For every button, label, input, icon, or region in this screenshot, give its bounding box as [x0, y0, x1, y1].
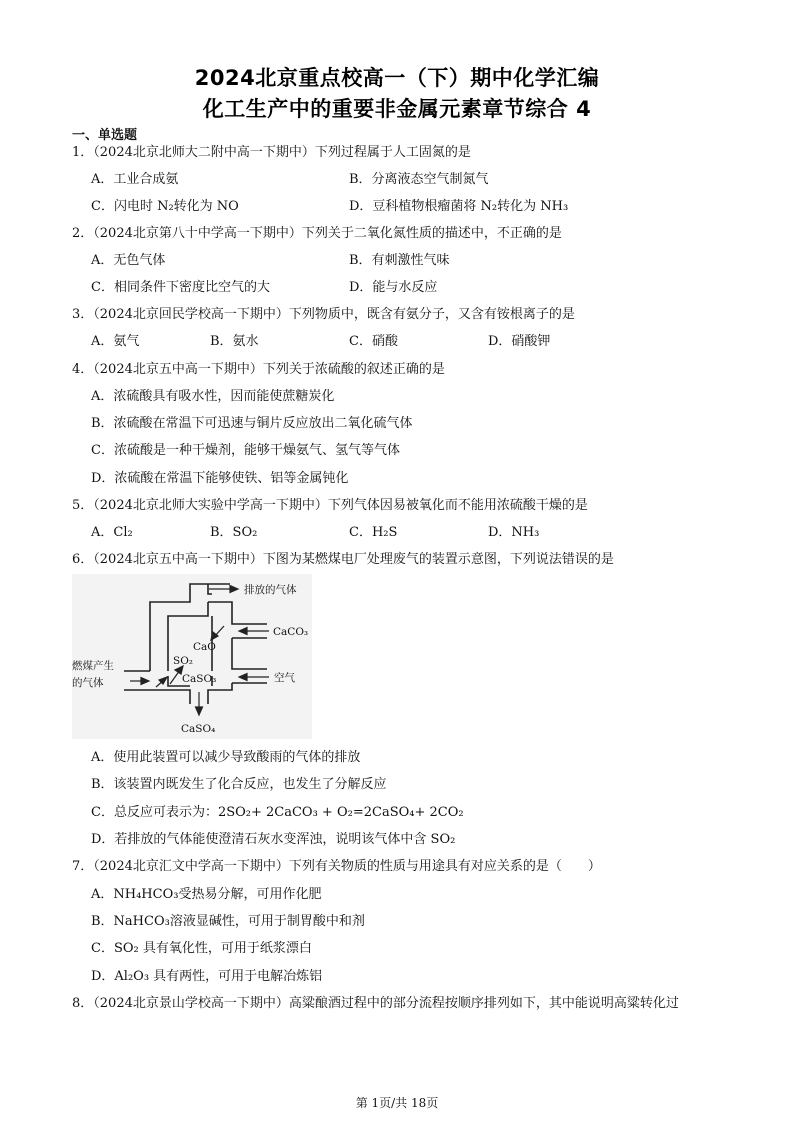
question-2-option-d: D．能与水反应 [349, 280, 438, 295]
question-5-option-b: B．SO₂ [210, 525, 258, 540]
question-4-option-d: D．浓硫酸在常温下能够使铁、铝等金属钝化 [91, 471, 349, 486]
question-2-option-c: C．相同条件下密度比空气的大 [91, 280, 270, 295]
page-footer: 第 1页/共 18页 [355, 1096, 439, 1110]
question-5-option-c: C．H₂S [349, 525, 398, 540]
question-1-option-d: D．豆科植物根瘤菌将 N₂转化为 NH₃ [349, 199, 569, 214]
question-4-option-b: B．浓硫酸在常温下可迅速与铜片反应放出二氧化硫气体 [91, 416, 413, 431]
question-1-stem: 1．（2024北京北师大二附中高一下期中）下列过程属于人工固氮的是 [72, 145, 471, 160]
question-6-option-c: C．总反应可表示为：2SO₂+ 2CaCO₃ + O₂=2CaSO₄+ 2CO₂ [91, 805, 464, 820]
document-title-line1: 2024北京重点校高一（下）期中化学汇编 [194, 66, 600, 90]
question-2-option-b: B．有刺激性气味 [349, 253, 450, 268]
question-8-stem: 8．（2024北京景山学校高一下期中）高粱酿酒过程中的部分流程按顺序排列如下，其中能说明高粱转化过 [72, 996, 679, 1011]
question-3-stem: 3．（2024北京回民学校高一下期中）下列物质中，既含有氨分子，又含有铵根离子的是 [72, 307, 575, 322]
question-3-option-a: A．氨气 [91, 334, 140, 349]
label-flue-gas-line2: 的气体 [72, 677, 104, 689]
question-1-option-c: C．闪电时 N₂转化为 NO [91, 199, 239, 214]
question-3-option-b: B．氨水 [210, 334, 259, 349]
section-heading: 一、单选题 [72, 128, 138, 143]
label-caso3: CaSO₃ [182, 673, 217, 685]
question-6-stem: 6．（2024北京五中高一下期中）下图为某燃煤电厂处理废气的装置示意图，下列说法错误的是 [72, 552, 614, 567]
label-exhaust: 排放的气体 [244, 584, 297, 596]
flue-gas-desulfurization-diagram [72, 574, 312, 739]
question-7-option-d: D．Al₂O₃ 具有两性，可用于电解冶炼铝 [91, 969, 323, 984]
question-1-option-b: B．分离液态空气制氮气 [349, 172, 489, 187]
label-so2: SO₂ [173, 655, 194, 667]
question-4-stem: 4．（2024北京五中高一下期中）下列关于浓硫酸的叙述正确的是 [72, 362, 445, 377]
question-6-option-a: A．使用此装置可以减少导致酸雨的气体的排放 [91, 750, 361, 765]
question-3-option-d: D．硝酸钾 [488, 334, 551, 349]
question-5-option-d: D．NH₃ [488, 525, 540, 540]
question-7-stem: 7．（2024北京汇文中学高一下期中）下列有关物质的性质与用途具有对应关系的是（ ） [72, 859, 601, 874]
question-1-option-a: A．工业合成氨 [91, 172, 179, 187]
label-air: 空气 [274, 672, 295, 684]
question-6-option-d: D．若排放的气体能使澄清石灰水变浑浊，说明该气体中含 SO₂ [91, 832, 456, 847]
question-7-option-c: C．SO₂ 具有氧化性，可用于纸浆漂白 [91, 941, 312, 956]
question-2-option-a: A．无色气体 [91, 253, 166, 268]
question-6-option-b: B．该装置内既发生了化合反应，也发生了分解反应 [91, 777, 387, 792]
label-caso4: CaSO₄ [181, 723, 216, 735]
question-4-option-a: A．浓硫酸具有吸水性，因而能使蔗糖炭化 [91, 389, 335, 404]
question-5-stem: 5．（2024北京北师大实验中学高一下期中）下列气体因易被氧化而不能用浓硫酸干燥的是 [72, 498, 588, 513]
document-title-line2: 化工生产中的重要非金属元素章节综合 4 [202, 97, 592, 121]
question-7-option-b: B．NaHCO₃溶液显碱性，可用于制胃酸中和剂 [91, 914, 365, 929]
question-3-option-c: C．硝酸 [349, 334, 398, 349]
label-flue-gas-line1: 燃煤产生 [72, 660, 114, 672]
question-4-option-c: C．浓硫酸是一种干燥剂，能够干燥氨气、氢气等气体 [91, 443, 400, 458]
label-caco3: CaCO₃ [273, 626, 309, 638]
question-5-option-a: A．Cl₂ [91, 525, 133, 540]
question-7-option-a: A．NH₄HCO₃受热易分解，可用作化肥 [91, 887, 322, 902]
question-2-stem: 2．（2024北京第八十中学高一下期中）下列关于二氧化氮性质的描述中，不正确的是 [72, 226, 562, 241]
label-cao: CaO [193, 641, 216, 653]
